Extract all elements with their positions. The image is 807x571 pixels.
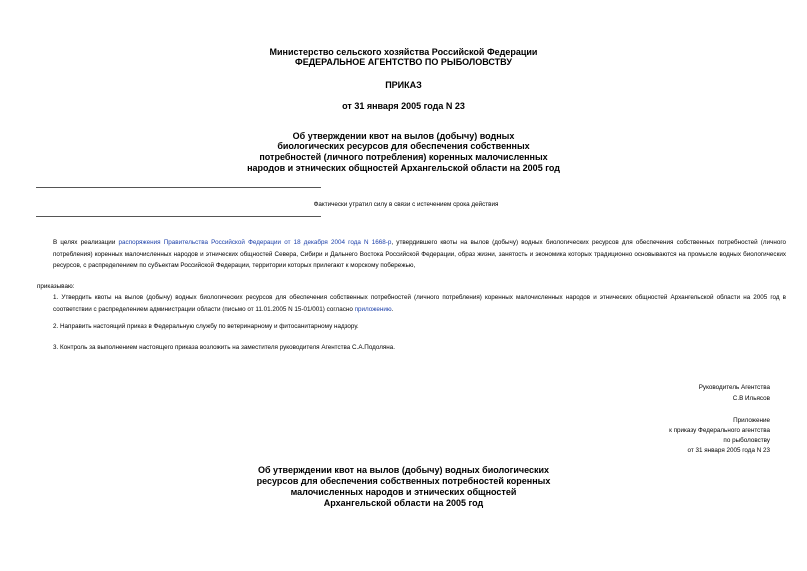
appendix-label: Приложение (733, 417, 770, 424)
appendix-ref-line-2: по рыболовству (723, 437, 770, 444)
appendix-ref-line-3: от 31 января 2005 года N 23 (687, 447, 770, 454)
government-order-link[interactable]: распоряжения Правительства Российской Федерации от 18 декабря 2004 года N 1668-р (118, 239, 392, 246)
order-item-1 (37, 292, 786, 315)
document-title-line-2: биологических ресурсов для обеспечения собственных (277, 141, 530, 151)
preamble-before-link: В целях реализации (53, 239, 119, 246)
order-item-1-text: 1. Утвердить квоты на вылов (добычу) водных биологических ресурсов для обеспечения собственных потребностей (личного потребления) коренных малочисленных народов и этнических общностей Архангельской области на 2005 год в соответствии с распределением администрации области (письмо от 11.01.2005 N 15-01/001) согласно (53, 294, 786, 313)
appendix-title-line-1: Об утверждении квот на вылов (добычу) водных биологических (257, 465, 550, 475)
document-date-number: от 31 января 2005 года N 23 (342, 101, 465, 111)
signatory-name: С.В Ильясов (732, 395, 770, 402)
agency-name: ФЕДЕРАЛЬНОЕ АГЕНТСТВО ПО РЫБОЛОВСТВУ (295, 57, 512, 67)
order-item-2: 2. Направить настоящий приказ в Федеральную службу по ветеринарному и фитосанитарному надзору. (53, 323, 359, 330)
ministry-name: Министерство сельского хозяйства Российской Федерации (269, 47, 538, 57)
divider-top (36, 187, 321, 188)
appendix-title-line-2: ресурсов для обеспечения собственных потребностей коренных (256, 476, 551, 486)
order-item-3: 3. Контроль за выполнением настоящего приказа возложить на заместителя руководителя Агентства С.А.Подоляна. (53, 344, 396, 351)
document-title-line-4: народов и этнических общностей Архангельской области на 2005 год (247, 163, 560, 173)
order-word: приказываю: (37, 283, 75, 290)
appendix-ref-line-1: к приказу Федерального агентства (669, 427, 770, 434)
preamble-after-link: , утвердившего квоты на вылов (добычу) водных биологических ресурсов для обеспечения собственных потребностей (личного потребления) коренных малочисленных народов и этнических общностей Севера, Сибири и Дальнего Востока Российской Федерации, образ жизни, занятость и экономика которых традиционно основываются на промысле водных биологических ресурсов, с распределением по субъектам Российской Федерации, территории которых прилегают к морскому побережью, (53, 239, 787, 269)
signatory-position: Руководитель Агентства (698, 384, 770, 391)
appendix-link[interactable]: приложению (354, 305, 392, 313)
divider-bottom (36, 216, 321, 217)
preamble-paragraph (37, 237, 786, 272)
document-type: ПРИКАЗ (385, 80, 422, 90)
order-item-1-end: . (391, 305, 394, 313)
document-title-line-3: потребностей (личного потребления) коренных малочисленных (259, 152, 548, 162)
document-title-line-1: Об утверждении квот на вылов (добычу) водных (292, 131, 515, 141)
status-note: Фактически утратил силу в связи с истечением срока действия (313, 201, 499, 208)
appendix-title-line-3: малочисленных народов и этнических общностей (290, 487, 517, 497)
appendix-title-line-4: Архангельской области на 2005 год (323, 498, 484, 508)
